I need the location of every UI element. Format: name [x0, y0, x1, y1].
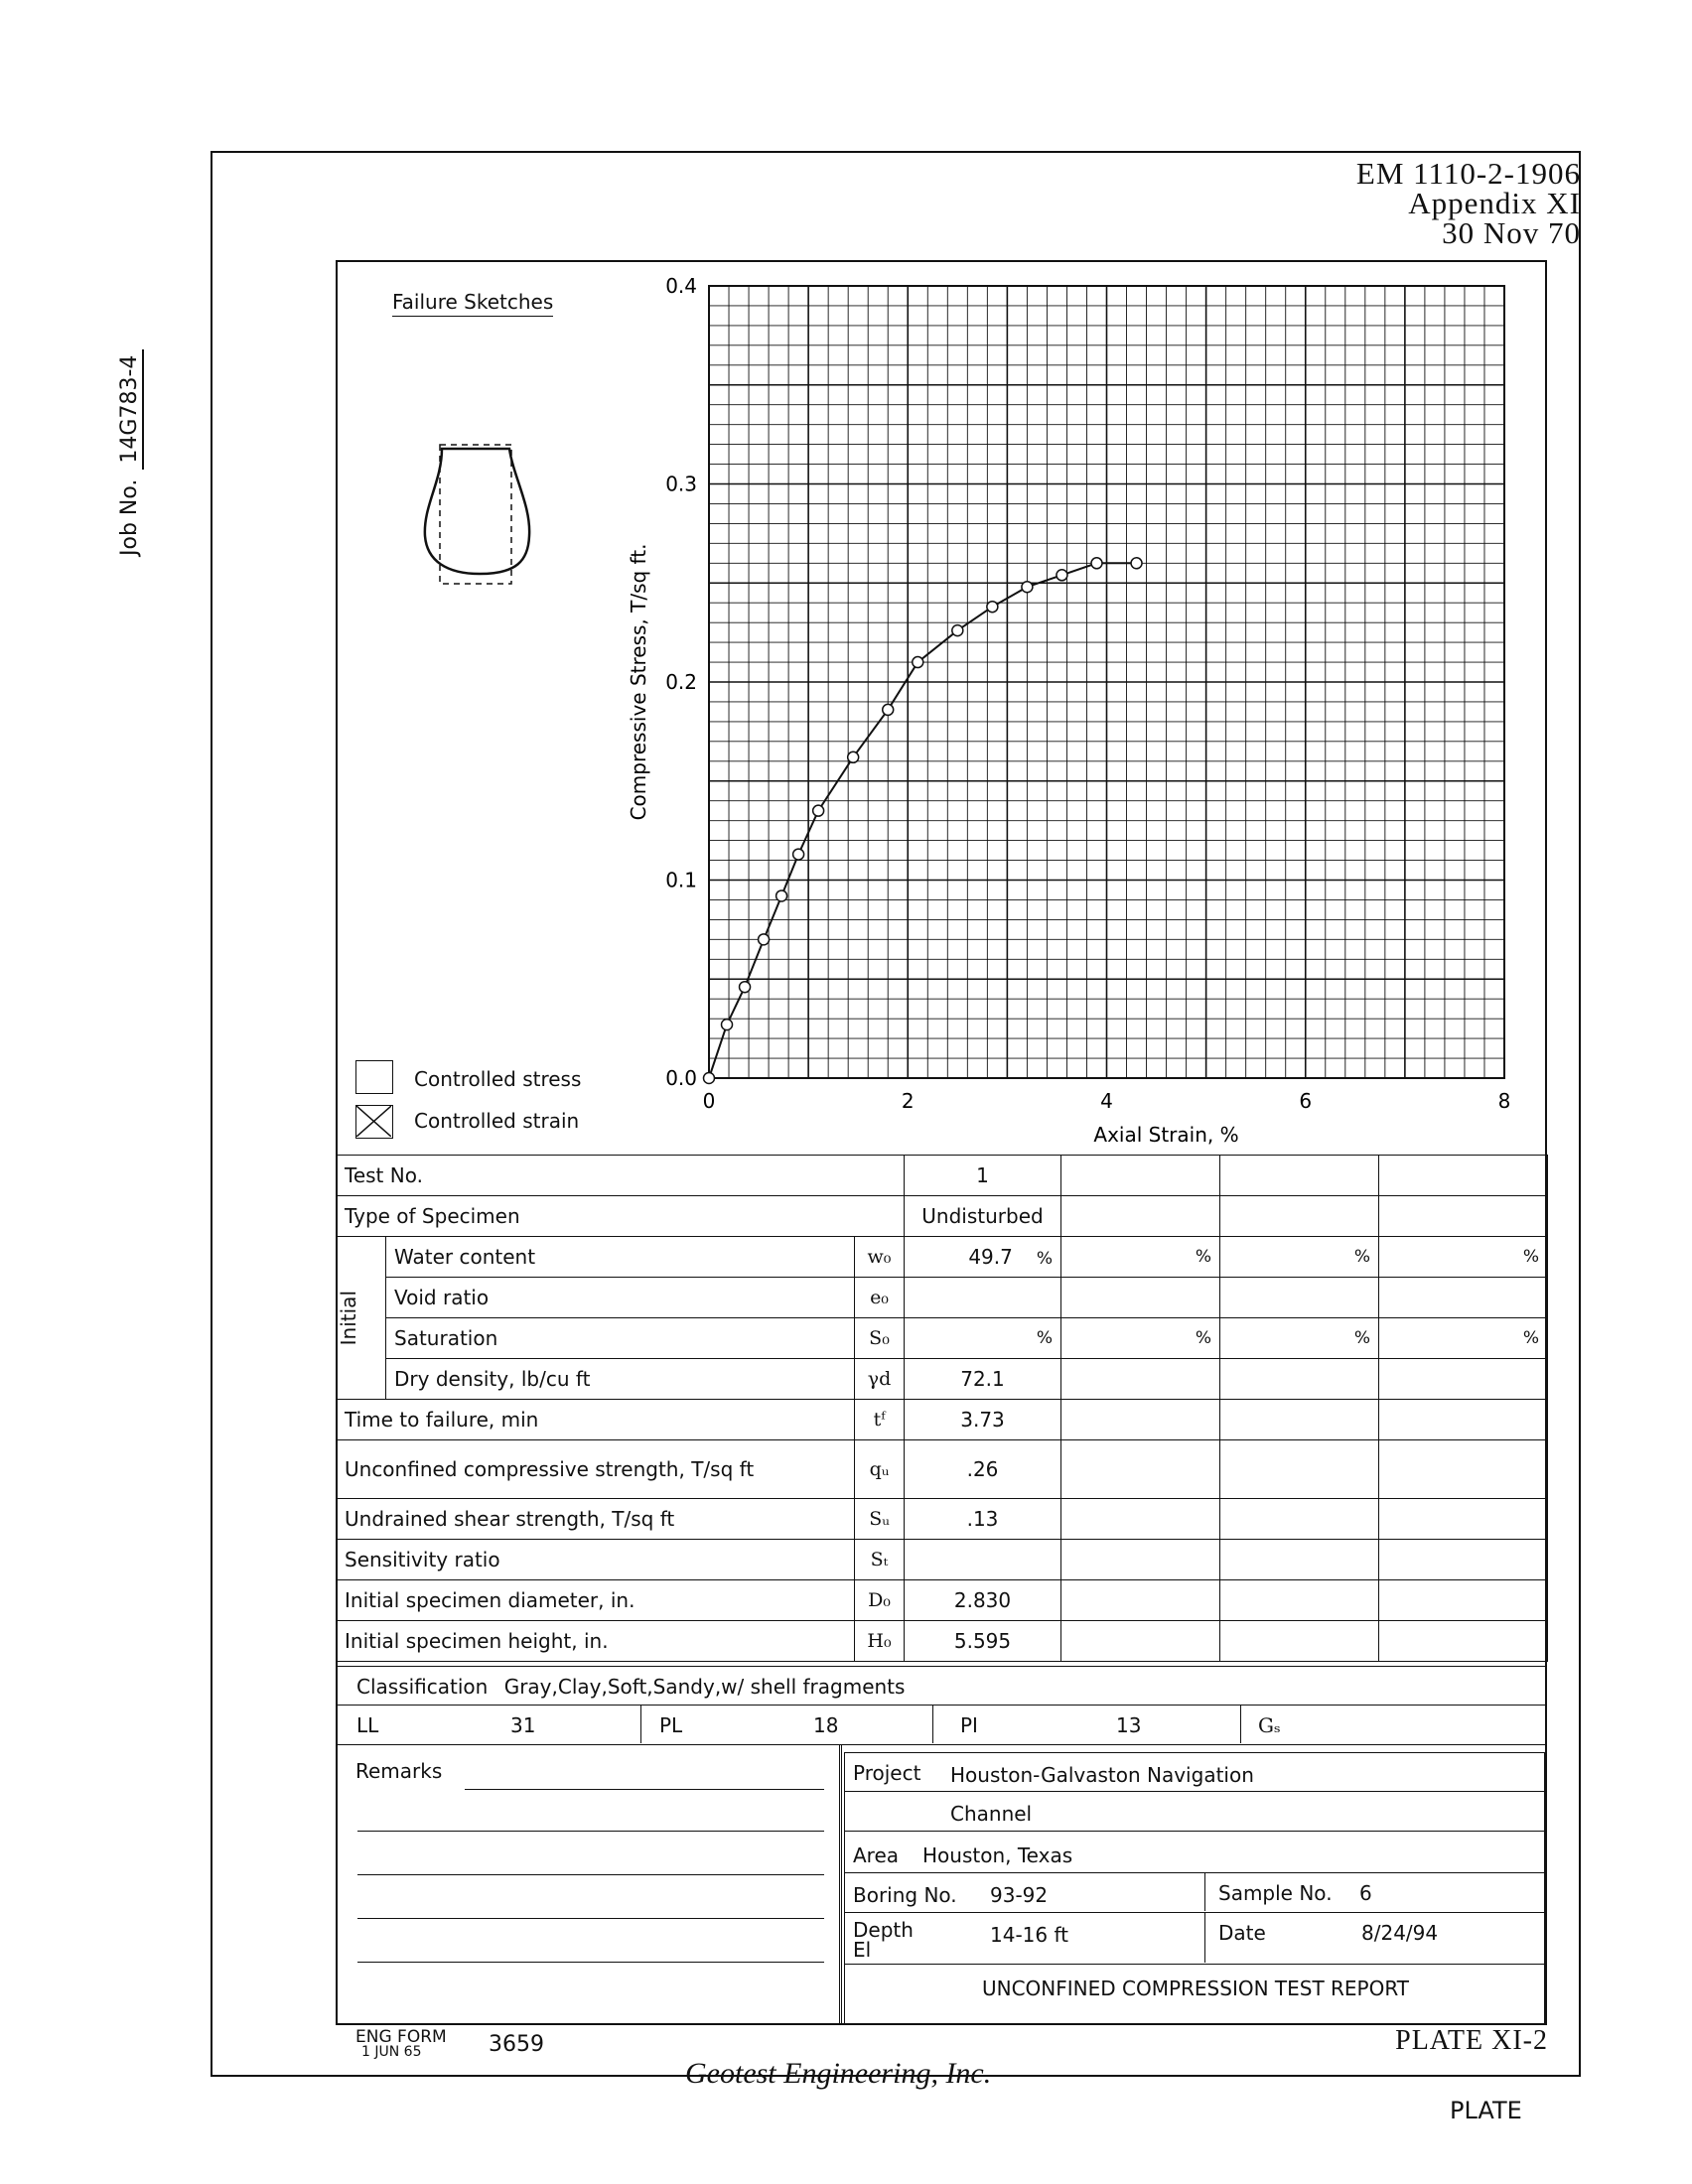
remarks-line [357, 1831, 824, 1832]
x-tick-label: 2 [901, 1089, 915, 1113]
depth-label: Depth [853, 1918, 914, 1942]
saturation-value: % [905, 1318, 1061, 1359]
area-label: Area [853, 1843, 900, 1867]
ll-value: 31 [510, 1713, 536, 1737]
saturation-value: % [1061, 1318, 1220, 1359]
saturation-symbol: S₀ [855, 1318, 905, 1359]
plate-label-bottom: PLATE [1450, 2097, 1522, 2124]
project-row-2 [844, 1792, 1545, 1832]
project-info-box [844, 1752, 1547, 2025]
x-tick-label: 0 [702, 1089, 716, 1113]
project-name-line1: Houston-Galvaston Navigation [950, 1763, 1254, 1787]
eng-form-date: 1 JUN 65 [361, 2044, 422, 2060]
data-point [987, 602, 998, 613]
table-row [337, 1318, 1548, 1359]
project-label: Project [853, 1761, 921, 1785]
appendix: Appendix XI [1408, 186, 1581, 220]
job-number [117, 349, 144, 556]
unconfined-strength-value: .26 [905, 1440, 1061, 1499]
y-tick-label: 0.1 [665, 868, 697, 892]
type-label: Type of Specimen [337, 1196, 905, 1237]
data-point [1131, 558, 1142, 569]
time-to-failure-value: 3.73 [905, 1400, 1061, 1440]
unconfined-strength-label: Unconfined compressive strength, T/sq ft [337, 1440, 855, 1499]
time-to-failure-symbol: tᶠ [855, 1400, 905, 1440]
initial-group-label: Initial [337, 1237, 386, 1400]
water-content-value: % [1061, 1237, 1220, 1278]
date-label: Date [1218, 1921, 1266, 1945]
y-tick-label: 0.3 [665, 472, 697, 496]
remarks-line [357, 1962, 824, 1963]
company-name: Geotest Engineering, Inc. [685, 2057, 992, 2090]
water-content-value: % [1220, 1237, 1379, 1278]
height-value: 5.595 [905, 1621, 1061, 1662]
sensitivity-symbol: Sₜ [855, 1540, 905, 1580]
time-to-failure-label: Time to failure, min [337, 1400, 855, 1440]
diameter-value: 2.830 [905, 1580, 1061, 1621]
remarks-line [357, 1918, 824, 1919]
table-row [337, 1400, 1548, 1440]
job-label: Job No. [117, 478, 142, 556]
data-point [740, 982, 751, 993]
y-tick-label: 0.0 [665, 1066, 697, 1090]
shear-strength-symbol: Sᵤ [855, 1499, 905, 1540]
data-point [722, 1020, 733, 1030]
failure-sketches-title: Failure Sketches [392, 290, 553, 317]
project-row [844, 1752, 1545, 1792]
saturation-value: % [1220, 1318, 1379, 1359]
remarks-line [465, 1789, 824, 1790]
type-value [1220, 1196, 1379, 1237]
test-no-label: Test No. [337, 1156, 905, 1196]
sample-label: Sample No. [1218, 1881, 1333, 1905]
test-no-value [1379, 1156, 1548, 1196]
table-row [337, 1237, 1548, 1278]
table-row [337, 1621, 1548, 1662]
area-value: Houston, Texas [922, 1843, 1073, 1867]
project-name-line2: Channel [950, 1802, 1033, 1826]
unconfined-strength-symbol: qᵤ [855, 1440, 905, 1499]
water-content-value: % [1379, 1237, 1548, 1278]
form-number: 3659 [489, 2032, 544, 2057]
shear-strength-label: Undrained shear strength, T/sq ft [337, 1499, 855, 1540]
classification-value: Gray,Clay,Soft,Sandy,w/ shell fragments [503, 1675, 906, 1699]
plate-number: PLATE XI-2 [1395, 2025, 1548, 2056]
data-point [759, 934, 770, 945]
boring-label: Boring No. [853, 1883, 957, 1907]
void-ratio-label: Void ratio [386, 1278, 855, 1318]
void-ratio-value [905, 1278, 1061, 1318]
controlled-strain-label: Controlled strain [414, 1109, 580, 1133]
controlled-stress-label: Controlled stress [414, 1067, 582, 1091]
dry-density-label: Dry density, lb/cu ft [386, 1359, 855, 1400]
diameter-symbol: D₀ [855, 1580, 905, 1621]
doc-date: 30 Nov 70 [1442, 215, 1581, 250]
saturation-value: % [1379, 1318, 1548, 1359]
x-tick-label: 8 [1497, 1089, 1511, 1113]
height-symbol: H₀ [855, 1621, 905, 1662]
ll-label: LL [356, 1713, 379, 1737]
table-row [337, 1196, 1548, 1237]
y-tick-label: 0.2 [665, 670, 697, 694]
sensitivity-value [905, 1540, 1061, 1580]
table-row [337, 1580, 1548, 1621]
height-label: Initial specimen height, in. [337, 1621, 855, 1662]
table-row [337, 1540, 1548, 1580]
date-value: 8/24/94 [1361, 1921, 1439, 1945]
data-point [704, 1073, 715, 1084]
type-value [1379, 1196, 1548, 1237]
table-row [337, 1499, 1548, 1540]
water-content-symbol: w₀ [855, 1237, 905, 1278]
x-tick-label: 4 [1100, 1089, 1113, 1113]
pi-value: 13 [1116, 1713, 1142, 1737]
void-ratio-symbol: e₀ [855, 1278, 905, 1318]
boring-value: 93-92 [990, 1883, 1049, 1907]
chart-ticks [665, 274, 1510, 1113]
remarks-box [336, 1745, 842, 2025]
stress-strain-chart [336, 260, 1547, 1154]
area-row [844, 1832, 1545, 1873]
shear-strength-value: .13 [905, 1499, 1061, 1540]
report-title: UNCONFINED COMPRESSION TEST REPORT [981, 1977, 1410, 2000]
remarks-label: Remarks [355, 1759, 443, 1783]
classification-label: Classification [356, 1675, 489, 1699]
y-tick-label: 0.4 [665, 274, 697, 298]
table-row [337, 1440, 1548, 1499]
remarks-line [357, 1874, 824, 1875]
type-value [1061, 1196, 1220, 1237]
sample-value: 6 [1359, 1881, 1372, 1905]
test-no-value [1061, 1156, 1220, 1196]
eng-form [355, 2027, 447, 2060]
dry-density-value: 72.1 [905, 1359, 1061, 1400]
data-point [1022, 582, 1033, 593]
table-row [337, 1278, 1548, 1318]
chart-grid [709, 286, 1504, 1078]
footer-line-left [576, 2075, 675, 2077]
report-title-row [844, 1965, 1545, 2025]
data-point [813, 805, 824, 816]
job-value: 14G783-4 [117, 349, 144, 470]
data-point [793, 849, 804, 860]
data-point [883, 704, 894, 715]
data-point [952, 625, 963, 636]
eng-form-label: ENG FORM [355, 2027, 447, 2047]
type-value: Undisturbed [905, 1196, 1061, 1237]
classification-row [336, 1666, 1547, 1706]
table-row [337, 1156, 1548, 1196]
data-point [1057, 570, 1067, 581]
data-point [1091, 558, 1102, 569]
gs-label: Gₛ [1258, 1713, 1281, 1737]
x-tick-label: 6 [1299, 1089, 1313, 1113]
x-axis-label: Axial Strain, % [1093, 1123, 1239, 1147]
test-no-value: 1 [905, 1156, 1061, 1196]
depth-row [844, 1913, 1545, 1965]
data-point [913, 657, 923, 668]
y-axis-label: Compressive Stress, T/sq ft. [627, 543, 650, 821]
pl-value: 18 [813, 1713, 839, 1737]
table-row [337, 1359, 1548, 1400]
doc-number: EM 1110-2-1906 [1355, 156, 1581, 191]
footer-line-right [1137, 2075, 1380, 2077]
test-data-table [336, 1155, 1548, 1662]
data-point [848, 751, 859, 762]
water-content-label: Water content [386, 1237, 855, 1278]
water-content-value: 49.7 % [905, 1237, 1061, 1278]
sensitivity-label: Sensitivity ratio [337, 1540, 855, 1580]
depth-value: 14-16 ft [990, 1923, 1069, 1947]
saturation-label: Saturation [386, 1318, 855, 1359]
diameter-label: Initial specimen diameter, in. [337, 1580, 855, 1621]
boring-row [844, 1873, 1545, 1913]
data-point [776, 890, 787, 901]
test-no-value [1220, 1156, 1379, 1196]
el-label: El [853, 1938, 872, 1962]
atterberg-limits-row [336, 1706, 1547, 1745]
dry-density-symbol: γd [855, 1359, 905, 1400]
pl-label: PL [659, 1713, 683, 1737]
pi-label: PI [960, 1713, 978, 1737]
